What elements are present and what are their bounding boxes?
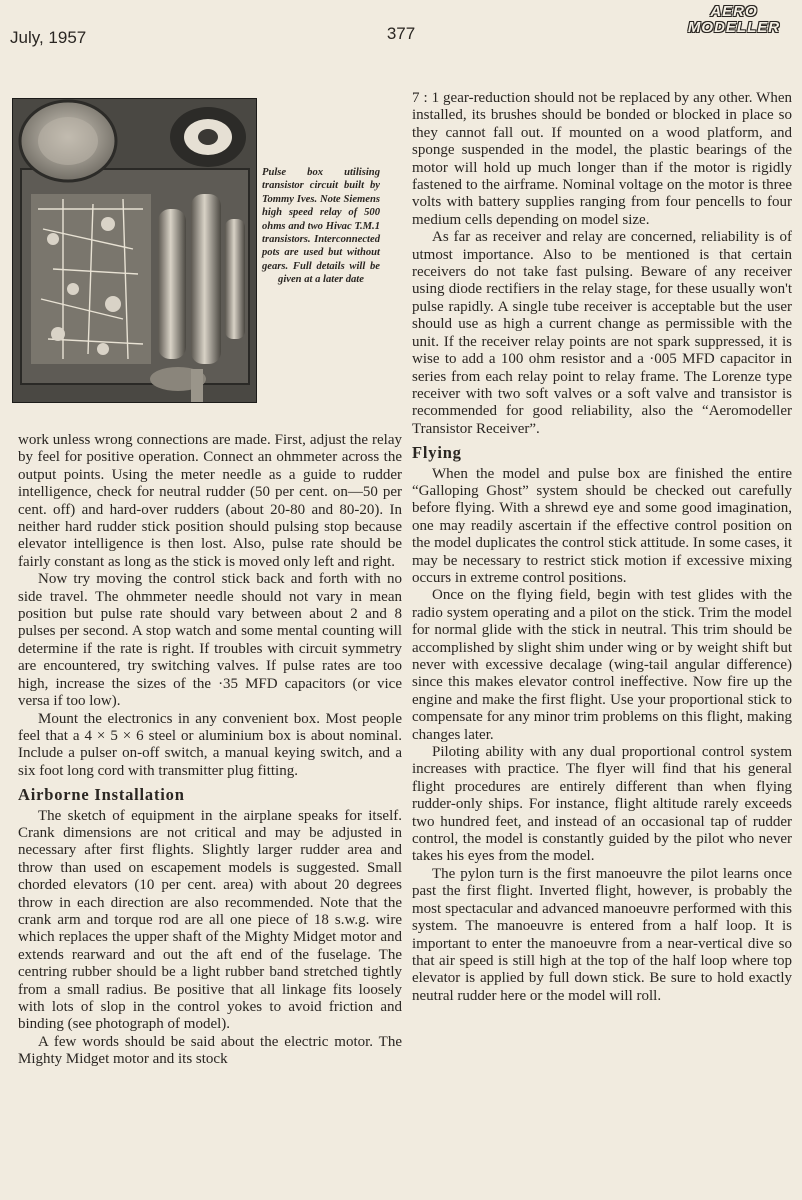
paragraph: work unless wrong connections are made. First, adjust the relay by feel for positive operation. Connect an ohmmeter across the output points. Using the meter needle as a guide to rudder intelligence, check for neutral rudder (50 per cent. on—50 per cent. off) and hard-over rudders (about 20-80 and 80-20). In neither hard rudder stick position should pulsing stop because elevator intelligence is then lost. Also, pulse rate should be fairly constant as long as the stick is moved only left and right. xyxy=(18,432,402,570)
paragraph: 7 : 1 gear-reduction should not be replaced by any other. When installed, its brushes should be bonded or blocked in place so they cannot fall out. If mounted on a wood platform, and sponge suspended in the model, the plastic bearings of the motor will hold up much longer than if the motor is rigidly fastened to the airframe. Nominal voltage on the motor is three volts with battery supplies ranging from four pencells to four medium cells depending on model size. xyxy=(412,90,792,228)
logo-line-1: AERO xyxy=(710,3,758,20)
paragraph: Mount the electronics in any convenient box. Most people feel that a 4 × 5 × 6 steel or aluminium box is about nominal. Include a pulser on-off switch, a manual keying switch, and a six foot long cord with transmitter plug fitting. xyxy=(18,710,402,779)
pulse-box-illustration xyxy=(13,99,256,402)
photo-caption: Pulse box utilising transistor circuit built by Tommy Ives. Note Siemens high speed relay of 500 ohms and two Hivac T.M.1 transistors. Interconnected pots are used but without gears. Full details will be given at a later date xyxy=(262,167,380,286)
logo-line-2: MODELLER xyxy=(687,19,781,36)
paragraph: Now try moving the control stick back and forth with no side travel. The ohmmeter needle should not vary in mean position but pulse rate should vary between about 2 and 8 pulses per second. A stop watch and some mental counting will determine if the rate is right. If troubles with circuit symmetry are encountered, try switching valves. If pulse rates are too high, increase the sizes of the ·35 MFD capacitors (or vice versa if too low). xyxy=(18,571,402,710)
paragraph: A few words should be said about the electric motor. The Mighty Midget motor and its stock xyxy=(18,1033,402,1068)
issue-date: July, 1957 xyxy=(10,28,87,47)
paragraph: Once on the flying field, begin with test glides with the radio system operating and a pilot on the stick. Trim the model for normal glide with the stick in neutral. This trim should be accomplished by slight shim under wing or by weight shift but never with excessive decalage (wing-tail angular difference) since this makes elevator control ineffective. Now fire up the engine and make the first flight. Use your proportional stick to compensate for any minor trim problems on this flight, making changes later. xyxy=(412,587,792,743)
section-heading-airborne-installation: Airborne Installation xyxy=(18,785,185,805)
paragraph: The sketch of equipment in the airplane speaks for itself. Crank dimensions are not critical and may be adjusted in necessary after first flights. Slightly larger rudder area and throw than used on escapement models is suggested. Small chorded elevators (10 per cent. area) with about 20 degrees throw in each direction are also recommended. Note that the crank arm and torque rod are all one piece of 18 s.w.g. wire which replaces the upper shaft of the Mighty Midget motor and extends rearward and out the aft end of the fuselage. The centring rubber should be a light rubber band stretched tightly from a small radius. Be positive that all linkage fits loosely with lots of slop in the control yokes to avoid friction and binding (see photograph of model). xyxy=(18,807,402,1033)
paragraph: The pylon turn is the first manoeuvre the pilot learns once past the first flight. Inverted flight, however, is probably the most spectacular and advanced manoeuvre performed with this system. The manoeuvre is entered from a half loop. It is important to enter the manoeuvre from a near-vertical dive so that air speed is still high at the top of the half loop where top elevator is applied by full down stick. Be sure to hold exactly neutral rudder here or the model will roll. xyxy=(412,865,792,1004)
paragraph: As far as receiver and relay are concerned, reliability is of utmost importance. Also to be mentioned is that certain receivers do not take fast pulsing. Beware of any receiver using diode rectifiers in the relay stage, for these usually won't pulse rapidly. A single tube receiver is acceptable but the user should use as high a current change as permissible with the unit. If the receiver relay points are not spark suppressed, it is wise to add a 100 ohm resistor and a ·005 MFD capacitor in series from each relay point to relay frame. The Lorenze type receiver with two soft valves or a soft valve and transistor is recommended for good reliability, also the “Aeromodeller Transistor Receiver”. xyxy=(412,229,792,437)
page-number: 377 xyxy=(386,24,416,43)
paragraph: Piloting ability with any dual proportional control system increases with practice. The flyer will find that his general flight procedures are entirely different than when flying rudder-only ships. For instance, flight altitude rarely exceeds two hundred feet, and instead of an occasional tap of rudder control, the model is constantly guided by the pilot who never takes his eyes from the model. xyxy=(412,744,792,865)
magazine-logo xyxy=(678,4,790,36)
paragraph: When the model and pulse box are finished the entire “Galloping Ghost” system should be checked out carefully before flying. With a shrewd eye and some good imagination, one may readily ascertain if the effective control position on the model duplicates the control stick attitude. In some cases, it may be necessary to restrict stick motion if excessive mixing occurs in extreme control positions. xyxy=(412,465,792,586)
section-heading-flying: Flying xyxy=(412,443,462,463)
right-column xyxy=(412,90,792,1005)
left-column xyxy=(18,432,402,1069)
pulse-box-photo xyxy=(12,98,257,403)
